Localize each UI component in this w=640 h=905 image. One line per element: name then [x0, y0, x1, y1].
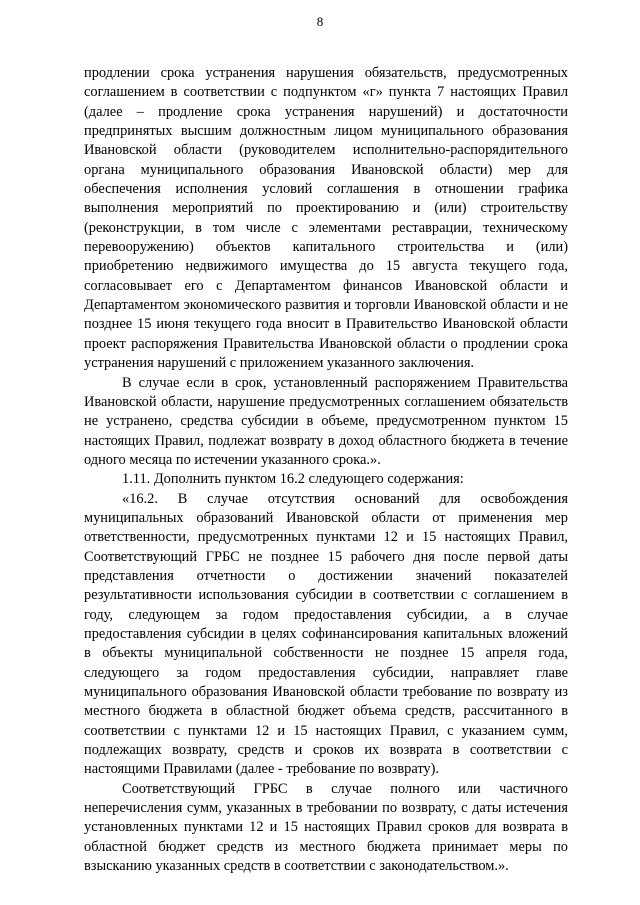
paragraph: В случае если в срок, установленный распоряжением Правительства Ивановской области, нарушение предусмотренных соглашением обязательств не устранено, средства субсидии в объеме, предусмотренном пунктом 15 настоящих Правил, подлежат возврату в доход областного бюджета в течение одного месяца по истечении указанного срока.».	[84, 374, 568, 468]
paragraph: продлении срока устранения нарушения обязательств, предусмотренных соглашением в соответствии с подпунктом «г» пункта 7 настоящих Правил (далее – продление срока устранения нарушений) и достаточности предпринятых высшим должностным лицом муниципального образования Ивановской области (руководителем исполнительно-распорядительного органа муниципального образования Ивановской области) мер для обеспечения исполнения условий соглашения в отношении графика выполнения мероприятий по проектированию и (или) строительству (реконструкции, в том числе с элементами реставрации, техническому перевооружению) объектов капитального строительства и (или) приобретению недвижимого имущества до 15 августа текущего года, согласовывает его с Департаментом финансов Ивановской области и Департаментом экономического развития и торговли Ивановской области и не позднее 15 июня текущего года вносит в Правительство Ивановской области проект распоряжения Правительства Ивановской области о продлении срока устранения нарушений с приложением указанного заключения.	[84, 65, 568, 372]
paragraph: «16.2. В случае отсутствия оснований для освобождения муниципальных образований Ивановской области от применения мер ответственности, предусмотренных пунктами 12 и 15 настоящих Правил, Соответствующий ГРБС не позднее 15 рабочего дня после первой даты представления отчетности о достижении значений показателей результативности использования субсидии в соответствии с соглашением в году, следующем за годом предоставления субсидии, а в случае предоставления субсидии в целях софинансирования капитальных вложений в объекты муниципальной собственности не позднее 15 апреля года, следующего за годом предоставления субсидии, направляет главе муниципального образования Ивановской области требование по возврату из местного бюджета в областной бюджет объема средств, рассчитанного в соответствии с пунктами 12 и 15 настоящих Правил, с указанием сумм, подлежащих возврату, средств и сроков их возврата в соответствии с настоящими Правилами (далее - требование по возврату).	[84, 490, 568, 778]
page-number: 8	[316, 14, 324, 29]
document-body	[84, 64, 568, 876]
paragraph: Соответствующий ГРБС в случае полного или частичного неперечисления сумм, указанных в требовании по возврату, с даты истечения установленных пунктами 12 и 15 настоящих Правил сроков для возврата в областной бюджет средств из местного бюджета принимает меры по взысканию указанных средств в соответствии с законодательством.».	[84, 780, 568, 875]
paragraph: 1.11. Дополнить пунктом 16.2 следующего содержания:	[122, 471, 464, 488]
